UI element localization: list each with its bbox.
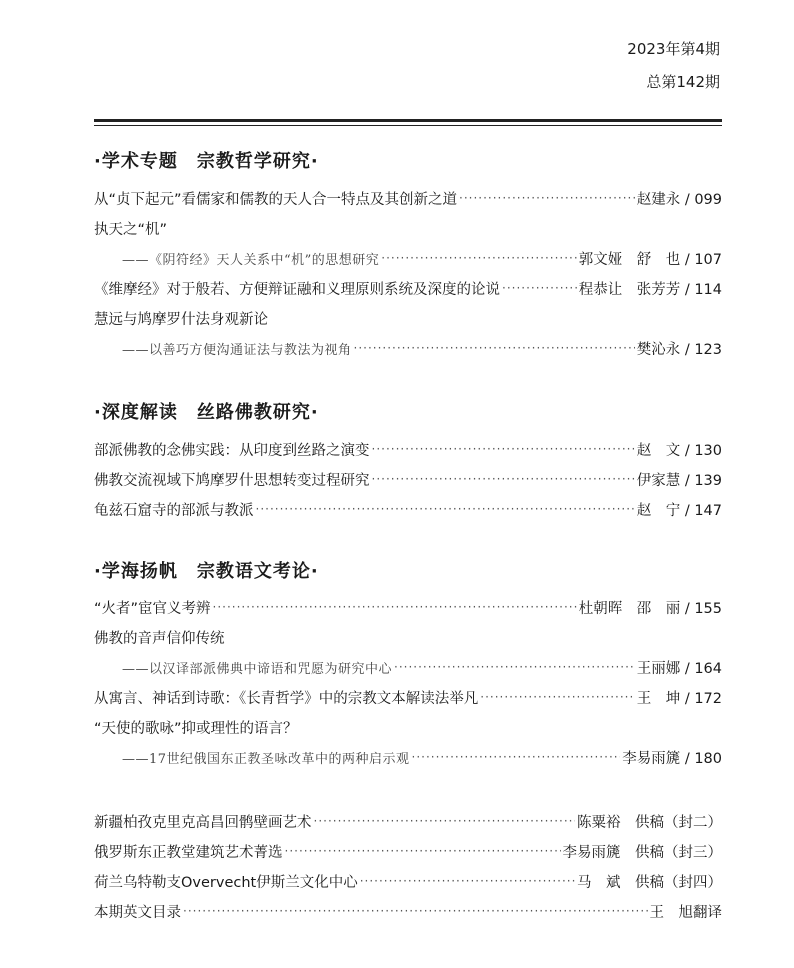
issue-number: 2023年第4期 [627, 40, 720, 58]
leader-dots [412, 750, 621, 764]
cover-credit-entry[interactable] [94, 870, 722, 892]
entry-title: 部派佛教的念佛实践：从印度到丝路之演变 [94, 442, 370, 459]
toc-entry[interactable] [94, 626, 225, 648]
entry-author-page: 赵 文 / 130 [636, 442, 722, 459]
entry-subtitle: ——以汉译部派佛典中谛语和咒愿为研究中心 [122, 661, 393, 677]
leader-dots [183, 904, 648, 918]
entry-credit: 李易雨篪 供稿（封三） [562, 844, 722, 861]
toc-entry[interactable] [94, 716, 298, 738]
entry-title: 佛教的音声信仰传统 [94, 630, 225, 647]
toc-entry-subtitle[interactable] [94, 337, 722, 359]
entry-author-page: 杜朝晖 邵 丽 / 155 [578, 600, 722, 617]
entry-author-page: 樊沁永 / 123 [636, 341, 722, 358]
entry-title: 本期英文目录 [94, 904, 181, 921]
toc-entry-subtitle[interactable] [94, 656, 722, 678]
leader-dots [480, 690, 634, 704]
entry-credit: 陈粟裕 供稿（封二） [577, 814, 722, 831]
leader-dots [314, 814, 576, 828]
toc-entry[interactable] [94, 498, 722, 520]
toc-entry[interactable] [94, 277, 722, 299]
header-rule-thick [94, 119, 722, 122]
issue-total-number: 总第142期 [646, 73, 720, 91]
entry-title: 佛教交流视域下鸠摩罗什思想转变过程研究 [94, 472, 370, 489]
entry-author-page: 赵建永 / 099 [636, 191, 722, 208]
entry-title: 荷兰乌特勒支Overvecht伊斯兰文化中心 [94, 874, 358, 891]
entry-author-page: 郭文娅 舒 也 / 107 [578, 251, 722, 268]
toc-entry[interactable] [94, 686, 722, 708]
entry-author-page: 伊家慧 / 139 [636, 472, 722, 489]
entry-translator: 王 旭翻译 [649, 904, 722, 921]
leader-dots [459, 191, 635, 205]
toc-entry[interactable] [94, 217, 167, 239]
entry-title: 从“贞下起元”看儒家和儒教的天人合一特点及其创新之道 [94, 191, 458, 208]
entry-title: 龟兹石窟寺的部派与教派 [94, 502, 254, 519]
entry-author-page: 王丽娜 / 164 [636, 660, 722, 677]
leader-dots [372, 472, 635, 486]
entry-title: 从寓言、神话到诗歌：《长青哲学》中的宗教文本解读法举凡 [94, 690, 479, 707]
leader-dots [372, 442, 635, 456]
leader-dots [213, 600, 577, 614]
toc-entry[interactable] [94, 307, 268, 329]
entry-title: 《维摩经》对于般若、方便辩证融和义理原则系统及深度的论说 [94, 281, 500, 298]
entry-title: 执天之“机” [94, 221, 168, 238]
header-rule-thin [94, 125, 722, 126]
toc-entry[interactable] [94, 468, 722, 490]
toc-entry[interactable] [94, 187, 722, 209]
cover-credit-entry[interactable] [94, 810, 722, 832]
cover-credit-entry[interactable] [94, 840, 722, 862]
leader-dots [354, 341, 635, 355]
leader-dots [502, 281, 577, 295]
entry-title: “火者”宦官义考辨 [94, 600, 211, 617]
entry-title: “天使的歌咏”抑或理性的语言？ [94, 720, 298, 737]
english-contents-entry[interactable] [94, 900, 722, 922]
leader-dots [360, 874, 575, 888]
toc-entry-subtitle[interactable] [94, 746, 722, 768]
section-title-philosophy: ·学术专题 宗教哲学研究· [94, 151, 319, 172]
section-title-language: ·学海扬帆 宗教语文考论· [94, 561, 319, 582]
toc-entry-subtitle[interactable] [94, 247, 722, 269]
entry-subtitle: ——《阴符经》天人关系中“机”的思想研究 [122, 252, 380, 268]
entry-title: 慧远与鸠摩罗什法身观新论 [94, 311, 268, 328]
section-title-silk-road: ·深度解读 丝路佛教研究· [94, 402, 319, 423]
leader-dots [394, 660, 635, 674]
leader-dots [285, 844, 561, 858]
entry-subtitle: ——17世纪俄国东正教圣咏改革中的两种启示观 [122, 751, 410, 767]
entry-author-page: 李易雨篪 / 180 [622, 750, 722, 767]
entry-author-page: 王 坤 / 172 [636, 690, 722, 707]
entry-title: 新疆柏孜克里克高昌回鹘壁画艺术 [94, 814, 312, 831]
entry-credit: 马 斌 供稿（封四） [577, 874, 722, 891]
entry-title: 俄罗斯东正教堂建筑艺术菁选 [94, 844, 283, 861]
toc-entry[interactable] [94, 596, 722, 618]
leader-dots [256, 502, 635, 516]
entry-author-page: 程恭让 张芳芳 / 114 [578, 281, 722, 298]
entry-author-page: 赵 宁 / 147 [636, 502, 722, 519]
leader-dots [381, 251, 576, 265]
entry-subtitle: ——以善巧方便沟通证法与教法为视角 [122, 342, 352, 358]
toc-entry[interactable] [94, 438, 722, 460]
